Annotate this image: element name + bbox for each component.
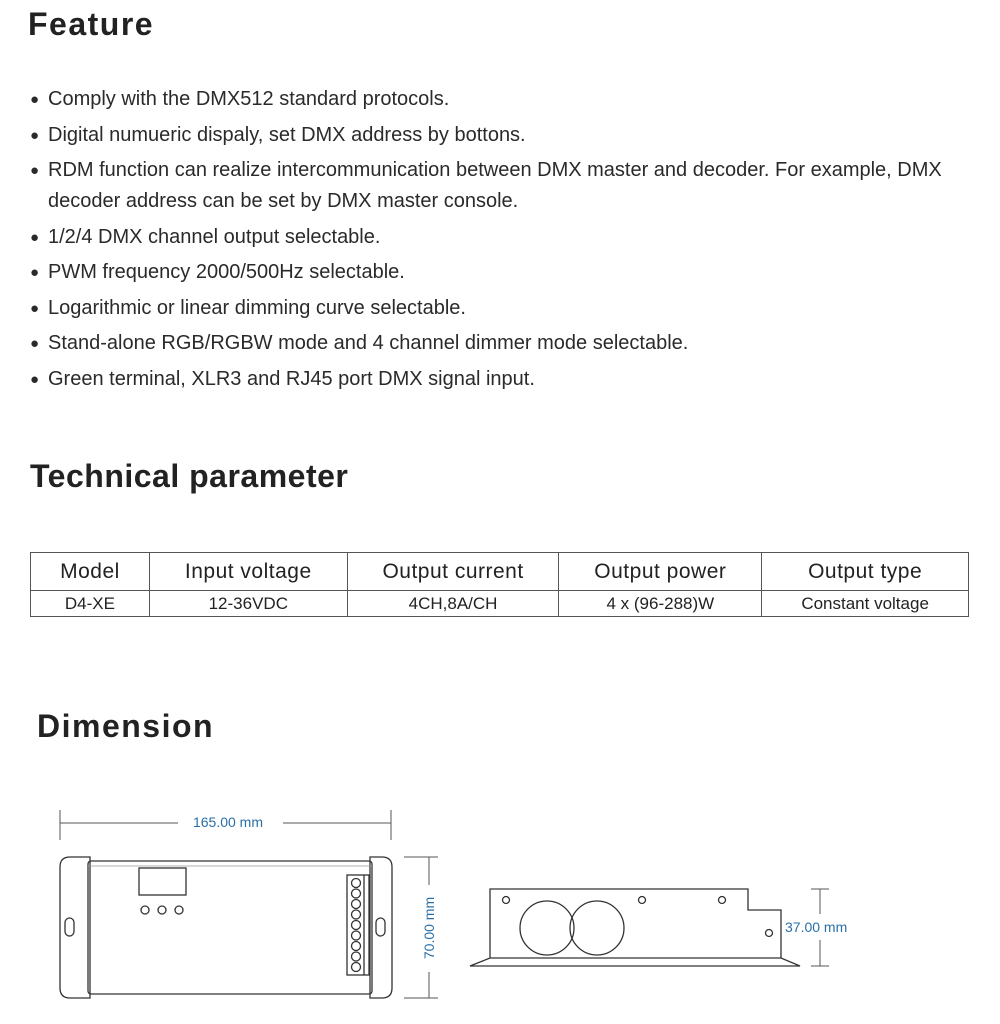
device-top-view [60, 857, 392, 998]
technical-parameter-heading: Technical parameter [30, 458, 349, 494]
feature-item: ● Digital numueric dispaly, set DMX address by bottons. [30, 120, 980, 151]
cell-output-current: 4CH,8A/CH [347, 591, 559, 617]
dimension-lines [60, 810, 829, 998]
feature-item: ● Logarithmic or linear dimming curve selectable. [30, 293, 980, 324]
terminal-screw-icon [352, 963, 361, 972]
feature-list [30, 84, 980, 399]
connector-port-right [570, 901, 624, 955]
dimension-heading: Dimension [37, 708, 215, 744]
device-side-view [470, 889, 800, 966]
terminal-screw-icon [352, 952, 361, 961]
feature-item: ● Stand-alone RGB/RGBW mode and 4 channel dimmer mode selectable. [30, 328, 980, 359]
cell-output-type: Constant voltage [762, 591, 969, 617]
feature-heading: Feature [28, 6, 155, 42]
terminal-screw-icon [352, 889, 361, 898]
header-output-type: Output type [762, 553, 969, 591]
feature-item: ● 1/2/4 DMX channel output selectable. [30, 222, 980, 253]
spec-table [30, 552, 969, 617]
button-icon [175, 906, 183, 914]
spec-header-row [31, 553, 969, 591]
cell-input-voltage: 12-36VDC [149, 591, 347, 617]
terminal-screw-icon [352, 910, 361, 919]
feature-item: ● Green terminal, XLR3 and RJ45 port DMX signal input. [30, 364, 980, 395]
display-window [139, 868, 186, 895]
header-output-power: Output power [559, 553, 762, 591]
width-dimension-label: 165.00 mm [192, 814, 264, 830]
header-model: Model [31, 553, 150, 591]
feature-item: ● RDM function can realize intercommunication between DMX master and decoder. For example, DMX decoder address can be set by DMX master console. [30, 155, 980, 217]
cell-model: D4-XE [31, 591, 150, 617]
cell-output-power: 4 x (96-288)W [559, 591, 762, 617]
dimension-drawing [0, 780, 1000, 1024]
header-input-voltage: Input voltage [149, 553, 347, 591]
button-icon [158, 906, 166, 914]
button-icon [141, 906, 149, 914]
terminal-screw-icon [352, 942, 361, 951]
terminal-screw-icon [352, 879, 361, 888]
depth-dimension-label: 37.00 mm [785, 919, 848, 935]
terminal-screw-icon [352, 921, 361, 930]
height-dimension-label: 70.00 mm [421, 896, 437, 960]
feature-item: ● Comply with the DMX512 standard protocols. [30, 84, 980, 115]
feature-item: ● PWM frequency 2000/500Hz selectable. [30, 257, 980, 288]
spec-data-row [31, 591, 969, 617]
header-output-current: Output current [347, 553, 559, 591]
terminal-screw-icon [352, 900, 361, 909]
terminal-screws [352, 879, 361, 972]
terminal-screw-icon [352, 931, 361, 940]
connector-port-left [520, 901, 574, 955]
